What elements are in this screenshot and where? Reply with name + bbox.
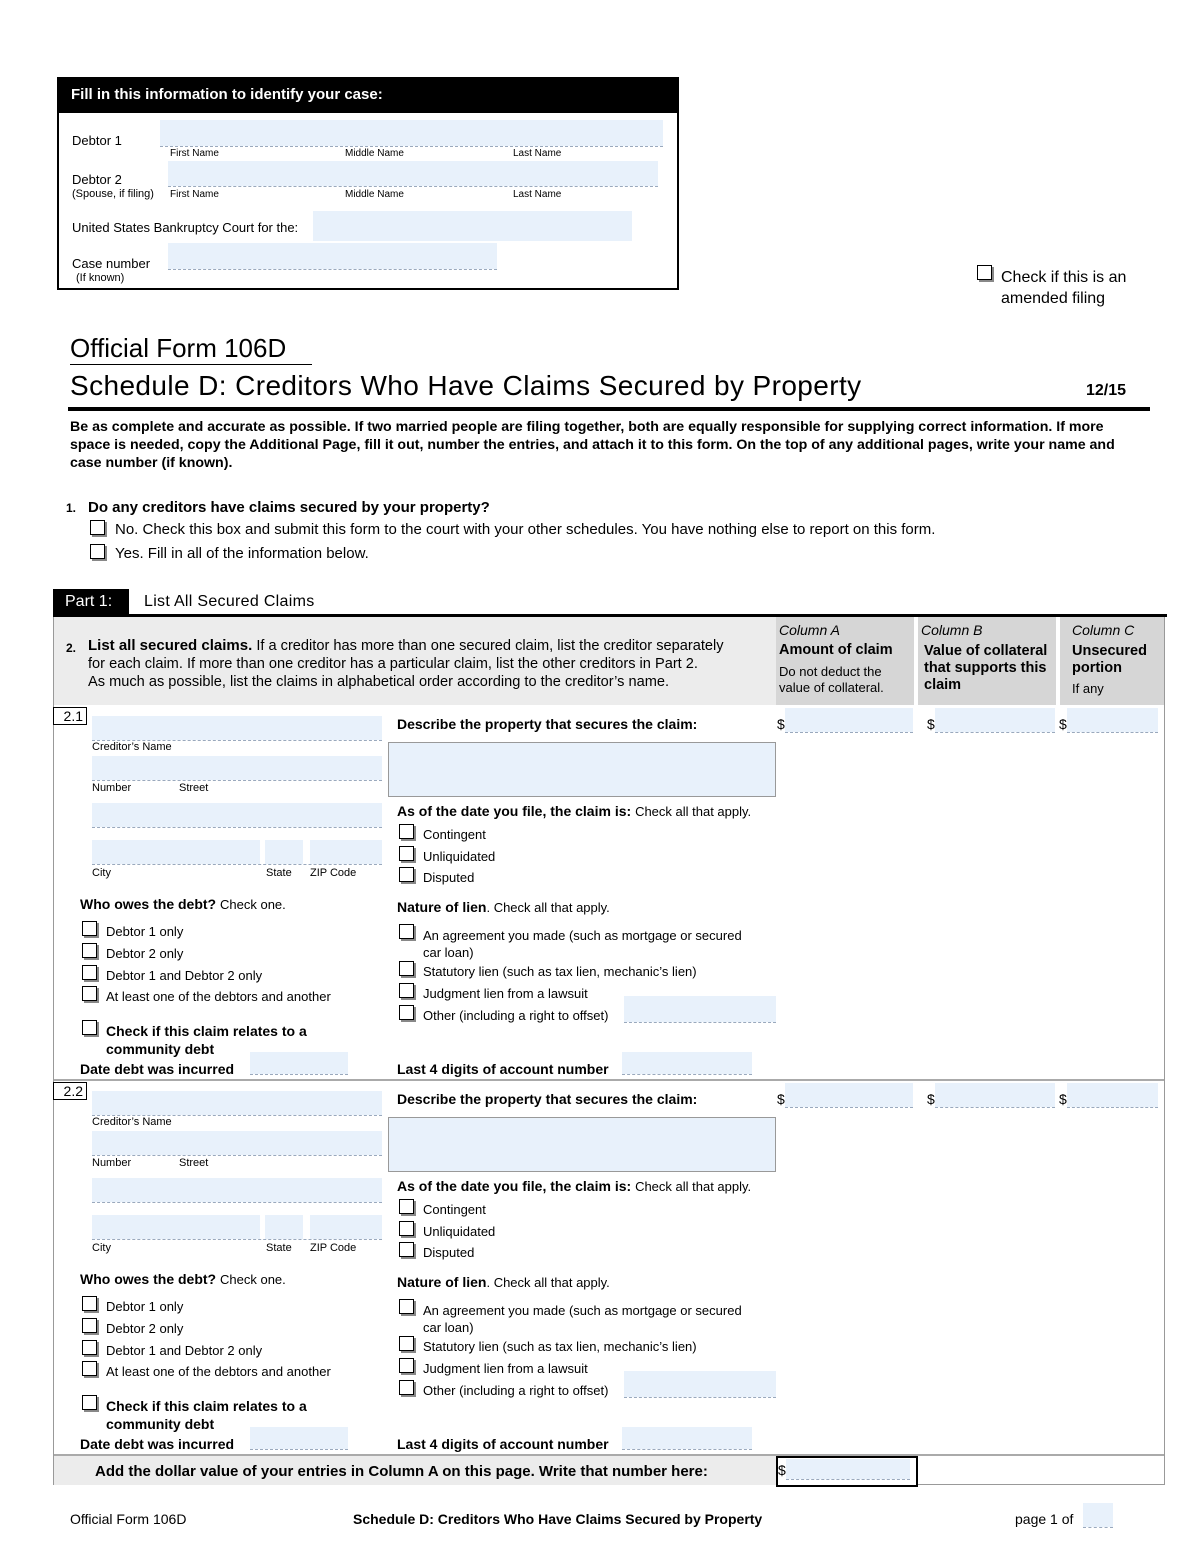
- nature-label: Nature of lien: [397, 1274, 487, 1290]
- unliquidated-checkbox[interactable]: [399, 846, 414, 861]
- amount-of-claim-underline: [785, 732, 913, 733]
- debtor2-only-label: Debtor 2 only: [106, 946, 184, 961]
- total-amount-underline: [786, 1479, 910, 1480]
- agreement-line2: car loan): [423, 1320, 474, 1335]
- agreement-label: [423, 927, 742, 961]
- nature-check-label: . Check all that apply.: [486, 900, 610, 915]
- footer-title: Schedule D: Creditors Who Have Claims Secured by Property: [353, 1511, 763, 1527]
- check-all-label: Check all that apply.: [635, 1179, 752, 1194]
- creditor-city-underline: [92, 1239, 382, 1240]
- instructions: Be as complete and accurate as possible. If two married people are filing together, both are equally responsible for supplying correct information. If more space is needed, copy the Additional Page, fill it out, number the entries, and attach it to this form. On the top of any additional pages, write your name and case number (if known).: [70, 419, 1115, 471]
- debtor1-only-label: Debtor 1 only: [106, 924, 184, 939]
- unsecured-portion-underline: [1067, 1107, 1158, 1108]
- unliquidated-checkbox[interactable]: [399, 1221, 414, 1236]
- debtor1-middle-name-label: Middle Name: [345, 148, 404, 159]
- debtor1-only-checkbox[interactable]: [82, 921, 97, 936]
- street-label: Street: [179, 782, 209, 794]
- amended-line2: amended filing: [1001, 290, 1106, 307]
- total-pages-underline: [1083, 1527, 1113, 1528]
- nature-of-lien-heading: [397, 1274, 610, 1290]
- footer-page-label: page 1 of: [1015, 1511, 1074, 1527]
- column-a-sub2: value of collateral.: [779, 680, 884, 695]
- date-incurred-field[interactable]: [250, 1052, 348, 1074]
- agreement-checkbox[interactable]: [399, 1299, 414, 1314]
- creditor-zip-field[interactable]: [310, 1215, 382, 1239]
- column-b-label: Column B: [921, 622, 983, 638]
- q2-number: 2.: [66, 641, 77, 655]
- number-label: Number: [92, 782, 132, 794]
- creditor-name-label: Creditor’s Name: [92, 1116, 172, 1128]
- zip-label: ZIP Code: [310, 1242, 357, 1254]
- community-debt-checkbox[interactable]: [82, 1020, 97, 1035]
- creditor-street-underline: [92, 780, 382, 781]
- state-label: State: [266, 1242, 292, 1254]
- state-label: State: [266, 867, 292, 879]
- column-a-title: Amount of claim: [779, 642, 893, 658]
- who-owes-heading: [80, 1271, 286, 1287]
- column-a-dollar: $: [777, 1091, 785, 1107]
- nature-label: Nature of lien: [397, 899, 487, 915]
- amount-of-claim-field[interactable]: [785, 708, 913, 732]
- both-debtors-checkbox[interactable]: [82, 965, 97, 980]
- debtor1-first-name-label: First Name: [170, 148, 219, 159]
- form-version: 12/15: [1086, 382, 1127, 399]
- amended-line1: Check if this is an: [1001, 269, 1127, 286]
- column-c-dollar: $: [1059, 716, 1067, 732]
- unsecured-portion-underline: [1067, 732, 1158, 733]
- debtor2-only-label: Debtor 2 only: [106, 1321, 184, 1336]
- date-incurred-underline: [250, 1074, 348, 1075]
- claim-status-heading: [397, 1178, 751, 1194]
- who-owes-label: Who owes the debt?: [80, 1271, 217, 1287]
- judgment-lien-checkbox[interactable]: [399, 983, 414, 998]
- debtor1-last-name-label: Last Name: [513, 148, 562, 159]
- creditor-street-field[interactable]: [92, 756, 382, 780]
- who-owes-label: Who owes the debt?: [80, 896, 217, 912]
- last4-underline: [622, 1074, 752, 1075]
- describe-property-label: Describe the property that secures the claim:: [397, 716, 698, 732]
- column-c-label: Column C: [1072, 622, 1135, 638]
- last4-field[interactable]: [622, 1427, 752, 1449]
- judgment-lien-checkbox[interactable]: [399, 1358, 414, 1373]
- disputed-label: Disputed: [423, 1245, 475, 1260]
- number-label: Number: [92, 1157, 132, 1169]
- column-b-title2: that supports this: [924, 660, 1047, 676]
- creditor-address2-underline: [92, 1202, 382, 1203]
- both-debtors-checkbox[interactable]: [82, 1340, 97, 1355]
- q2-line1-text: If a creditor has more than one secured claim, list the creditor separately: [256, 638, 724, 654]
- q1-yes-label: Yes. Fill in all of the information below.: [115, 545, 369, 562]
- creditor-name-label: Creditor’s Name: [92, 741, 172, 753]
- community-line2: community debt: [106, 1041, 215, 1057]
- unliquidated-label: Unliquidated: [423, 849, 496, 864]
- amended-filing-checkbox[interactable]: [977, 265, 992, 280]
- q1-yes-checkbox[interactable]: [90, 544, 105, 559]
- contingent-label: Contingent: [423, 827, 486, 842]
- agreement-line2: car loan): [423, 945, 474, 960]
- q1-no-label: No. Check this box and submit this form to the court with your other schedules. You have nothing else to report on this form.: [115, 521, 936, 538]
- creditor-state-field[interactable]: [265, 840, 303, 864]
- other-lien-underline: [624, 1022, 776, 1023]
- debtor2-first-name-label: First Name: [170, 189, 219, 200]
- statutory-lien-checkbox[interactable]: [399, 1336, 414, 1351]
- community-line1: Check if this claim relates to a: [106, 1398, 307, 1414]
- debtor2-label: Debtor 2: [72, 172, 122, 187]
- if-known-label: (If known): [76, 272, 125, 284]
- total-label: Add the dollar value of your entries in Column A on this page. Write that number here:: [95, 1463, 708, 1480]
- creditor-name-field[interactable]: [92, 1091, 382, 1115]
- property-description-field[interactable]: [388, 1117, 776, 1172]
- judgment-lien-label: Judgment lien from a lawsuit: [423, 1361, 588, 1376]
- date-incurred-underline: [250, 1449, 348, 1450]
- debtor1-label: Debtor 1: [72, 133, 122, 148]
- disputed-checkbox[interactable]: [399, 1242, 414, 1257]
- community-line2: community debt: [106, 1416, 215, 1432]
- debtor2-middle-name-label: Middle Name: [345, 189, 404, 200]
- statutory-lien-checkbox[interactable]: [399, 961, 414, 976]
- nature-check-label: . Check all that apply.: [486, 1275, 610, 1290]
- both-debtors-label: Debtor 1 and Debtor 2 only: [106, 1343, 263, 1358]
- column-c-title2: portion: [1072, 660, 1122, 676]
- creditor-name-field[interactable]: [92, 716, 382, 740]
- collateral-value-field[interactable]: [935, 1083, 1055, 1107]
- amount-of-claim-underline: [785, 1107, 913, 1108]
- creditor-address2-underline: [92, 827, 382, 828]
- last4-label: Last 4 digits of account number: [397, 1061, 609, 1077]
- creditor-address2-field[interactable]: [92, 1178, 382, 1202]
- column-b-title3: claim: [924, 677, 962, 693]
- creditor-city-field[interactable]: [92, 1215, 260, 1239]
- property-description-field[interactable]: [388, 742, 776, 797]
- amount-of-claim-field[interactable]: [785, 1083, 913, 1107]
- last4-underline: [622, 1449, 752, 1450]
- contingent-checkbox[interactable]: [399, 824, 414, 839]
- agreement-line1: An agreement you made (such as mortgage or secured: [423, 1303, 742, 1318]
- as-of-label: As of the date you file, the claim is:: [397, 1178, 632, 1194]
- debtor1-only-label: Debtor 1 only: [106, 1299, 184, 1314]
- court-field[interactable]: [313, 211, 632, 241]
- other-lien-label: Other (including a right to offset): [423, 1383, 609, 1398]
- creditor-address2-field[interactable]: [92, 803, 382, 827]
- column-c-dollar: $: [1059, 1091, 1067, 1107]
- creditor-city-field[interactable]: [92, 840, 260, 864]
- column-c-sub: If any: [1072, 681, 1104, 696]
- check-all-label: Check all that apply.: [635, 804, 752, 819]
- agreement-checkbox[interactable]: [399, 924, 414, 939]
- as-of-label: As of the date you file, the claim is:: [397, 803, 632, 819]
- another-debtor-label: At least one of the debtors and another: [106, 1364, 331, 1379]
- debtor2-only-checkbox[interactable]: [82, 1318, 97, 1333]
- other-lien-field[interactable]: [624, 996, 776, 1022]
- form-name-rule: [70, 364, 312, 365]
- other-lien-field[interactable]: [624, 1371, 776, 1397]
- claim-entry-2-1: [0, 706, 1200, 1080]
- column-b-title1: Value of collateral: [924, 643, 1048, 659]
- column-c-title: [1072, 643, 1147, 677]
- q2-line3: As much as possible, list the claims in alphabetical order according to the creditor’s name.: [88, 674, 670, 690]
- statutory-lien-label: Statutory lien (such as tax lien, mechanic’s lien): [423, 1339, 697, 1354]
- statutory-lien-label: Statutory lien (such as tax lien, mechanic’s lien): [423, 964, 697, 979]
- other-lien-checkbox[interactable]: [399, 1380, 414, 1395]
- community-debt-checkbox[interactable]: [82, 1395, 97, 1410]
- collateral-value-field[interactable]: [935, 708, 1055, 732]
- total-pages-field[interactable]: [1083, 1503, 1113, 1527]
- another-debtor-label: At least one of the debtors and another: [106, 989, 331, 1004]
- date-incurred-label: Date debt was incurred: [80, 1436, 235, 1452]
- agreement-line1: An agreement you made (such as mortgage or secured: [423, 928, 742, 943]
- amended-filing-label: [1001, 267, 1126, 309]
- court-label: United States Bankruptcy Court for the:: [72, 220, 299, 235]
- debtor1-name-field[interactable]: [160, 120, 663, 146]
- zip-label: ZIP Code: [310, 867, 357, 879]
- judgment-lien-label: Judgment lien from a lawsuit: [423, 986, 588, 1001]
- other-lien-label: Other (including a right to offset): [423, 1008, 609, 1023]
- unsecured-portion-field[interactable]: [1067, 1083, 1158, 1107]
- community-line1: Check if this claim relates to a: [106, 1023, 307, 1039]
- creditor-city-underline: [92, 864, 382, 865]
- claim-entry-2-2: [0, 1081, 1200, 1455]
- debtor2-name-field[interactable]: [168, 161, 658, 186]
- q1-no-checkbox[interactable]: [90, 520, 105, 535]
- date-incurred-label: Date debt was incurred: [80, 1061, 235, 1077]
- city-label: City: [92, 867, 111, 879]
- unliquidated-label: Unliquidated: [423, 1224, 496, 1239]
- another-debtor-checkbox[interactable]: [82, 1361, 97, 1376]
- who-owes-heading: [80, 896, 286, 912]
- collateral-value-underline: [935, 732, 1055, 733]
- q2-line1: [88, 637, 768, 655]
- debtor2-name-underline: [168, 186, 658, 187]
- case-number-underline: [168, 269, 497, 270]
- column-b-title: [924, 643, 1047, 694]
- city-label: City: [92, 1242, 111, 1254]
- case-number-label: Case number: [72, 256, 151, 271]
- total-amount-field[interactable]: [786, 1459, 910, 1479]
- column-b-dollar: $: [927, 716, 935, 732]
- q2-text: [88, 637, 768, 691]
- q2-line2: for each claim. If more than one creditor has a particular claim, list the other creditors in Part 2.: [88, 656, 698, 672]
- collateral-value-underline: [935, 1107, 1055, 1108]
- q2-bold: List all secured claims.: [88, 637, 253, 654]
- creditor-street-field[interactable]: [92, 1131, 382, 1155]
- both-debtors-label: Debtor 1 and Debtor 2 only: [106, 968, 263, 983]
- q1-question: Do any creditors have claims secured by your property?: [88, 499, 490, 516]
- claim-status-heading: [397, 803, 751, 819]
- spouse-label: (Spouse, if filing): [72, 188, 154, 200]
- other-lien-checkbox[interactable]: [399, 1005, 414, 1020]
- part1-title: List All Secured Claims: [144, 593, 315, 610]
- form-name: Official Form 106D: [70, 333, 287, 363]
- column-a-sub: [779, 664, 884, 696]
- another-debtor-checkbox[interactable]: [82, 986, 97, 1001]
- check-one-label: Check one.: [220, 1272, 286, 1287]
- debtor2-last-name-label: Last Name: [513, 189, 562, 200]
- disputed-label: Disputed: [423, 870, 475, 885]
- column-b-dollar: $: [927, 1091, 935, 1107]
- debtor1-only-checkbox[interactable]: [82, 1296, 97, 1311]
- title-rule: [68, 407, 1150, 411]
- page-title: Schedule D: Creditors Who Have Claims Secured by Property: [70, 370, 862, 401]
- contingent-checkbox[interactable]: [399, 1199, 414, 1214]
- case-number-field[interactable]: [168, 243, 497, 269]
- footer-form-name: Official Form 106D: [70, 1511, 187, 1527]
- creditor-state-field[interactable]: [265, 1215, 303, 1239]
- date-incurred-field[interactable]: [250, 1427, 348, 1449]
- last4-field[interactable]: [622, 1052, 752, 1074]
- contingent-label: Contingent: [423, 1202, 486, 1217]
- unsecured-portion-field[interactable]: [1067, 708, 1158, 732]
- part1-tab: Part 1:: [53, 589, 129, 615]
- entry-number: 2.2: [53, 1082, 87, 1100]
- disputed-checkbox[interactable]: [399, 867, 414, 882]
- street-label: Street: [179, 1157, 209, 1169]
- q1-number: 1.: [66, 501, 77, 515]
- debtor2-only-checkbox[interactable]: [82, 943, 97, 958]
- agreement-label: [423, 1302, 742, 1336]
- creditor-street-underline: [92, 1155, 382, 1156]
- entry-number: 2.1: [53, 707, 87, 725]
- last4-label: Last 4 digits of account number: [397, 1436, 609, 1452]
- column-a-dollar: $: [777, 716, 785, 732]
- nature-of-lien-heading: [397, 899, 610, 915]
- column-a-sub1: Do not deduct the: [779, 664, 882, 679]
- debtor1-name-underline: [160, 146, 663, 147]
- describe-property-label: Describe the property that secures the claim:: [397, 1091, 698, 1107]
- case-info-header: Fill in this information to identify your case:: [57, 77, 679, 113]
- column-c-title1: Unsecured: [1072, 643, 1147, 659]
- creditor-zip-field[interactable]: [310, 840, 382, 864]
- column-a-label: Column A: [779, 622, 840, 638]
- total-dollar: $: [778, 1462, 786, 1478]
- check-one-label: Check one.: [220, 897, 286, 912]
- other-lien-underline: [624, 1397, 776, 1398]
